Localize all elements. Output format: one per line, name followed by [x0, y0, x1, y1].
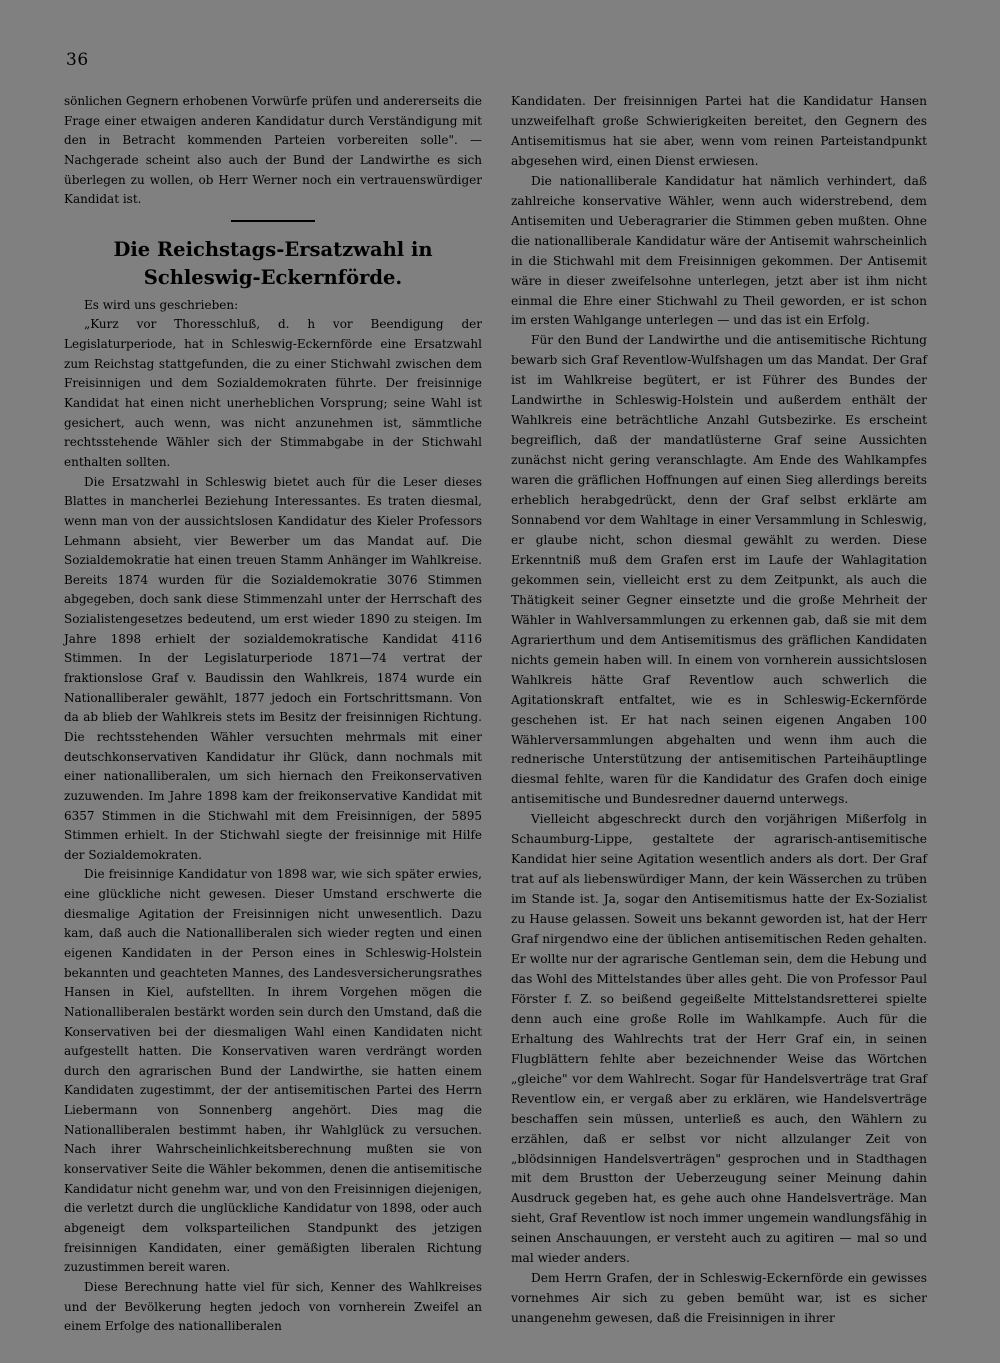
paragraph: Es wird uns geschrieben: — [84, 297, 239, 312]
paragraph: Für den Bund der Landwirthe und die antisemitische Richtung bewarb sich Graf Reventlow-Wulfshagen um das Mandat. Der Graf ist im Wahlkreise begütert, er ist Führer des Bundes der Landwirthe in Schleswig-Holstein und außerdem enthält der Wahlkreis eine beträchtliche Anzahl Gutsbezirke. Es erscheint begreiflich, daß der mandatlüsterne Graf seine Aussichten zunächst nicht gering veranschlagte. Am Ende des Wahlkampfes waren die gräflichen Hoffnungen auf einen Sieg allerdings bereits erheblich herabgedrückt, denn der Graf selbst erklärte am Sonnabend vor dem Wahltage in einer Versammlung in Schleswig, er glaube nicht, schon diesmal gewählt zu werden. Diese Erkenntniß muß dem Grafen erst im Laufe der Wahlagitation gekommen sein, vielleicht erst zu dem Zeitpunkt, als auch die Thätigkeit seiner Gegner einsetzte und die große Mehrheit der Wähler in Wahlversammlungen zu erkennen gab, daß sie mit dem Agrarierthum und dem Antisemitismus des gräflichen Kandidaten nichts gemein haben will. In einem von vornherein aussichtslosen Wahlkreis hätte Graf Reventlow auch schwerlich die Agitationskraft entfaltet, wie es in Schleswig-Eckernförde geschehen ist. Er hat nach seinen eigenen Angaben 100 Wählerversammlungen abgehalten und wenn ihm auch die rednerische Unterstützung der antisemitischen Parteihäuptlinge diesmal fehlte, waren für die Kandidatur des Grafen doch einige antisemitische und Bundesredner dauernd unterwegs. — [511, 333, 927, 807]
left-column — [64, 92, 482, 1337]
paragraph: Kandidaten. Der freisinnigen Partei hat die Kandidatur Hansen unzweifelhaft große Schwierigkeiten bereitet, den Gegnern des Antisemitismus hat sie aber, wenn vom reinen Parteistandpunkt abgesehen wird, einen Dienst erwiesen. — [511, 94, 927, 168]
article-headline: Die Reichstags-Ersatzwahl in Schleswig-Eckernförde. — [113, 237, 433, 289]
paragraph: „Kurz vor Thoresschluß, d. h vor Beendigung der Legislaturperiode, hat in Schleswig-Eckernförde eine Ersatzwahl zum Reichstag stattgefunden, die zu einer Stichwahl zwischen dem Freisinnigen und dem Sozialdemokraten führte. Der freisinnige Kandidat hat einen nicht unerheblichen Vorsprung; seine Wahl ist gesichert, auch wenn, was nicht anzunehmen ist, sämmtliche rechtsstehende Wähler sich der Stimmabgabe in der Stichwahl enthalten sollten. — [64, 317, 482, 469]
right-column — [511, 92, 927, 1329]
paragraph: Die Ersatzwahl in Schleswig bietet auch für die Leser dieses Blattes in mancherlei Beziehung Interessantes. Es traten diesmal, wenn man von der aussichtslosen Kandidatur des Kieler Professors Lehmann absieht, vier Bewerber um das Mandat auf. Die Sozialdemokratie hat einen treuen Stamm Anhänger im Wahlkreise. Bereits 1874 wurden für die Sozialdemokratie 3076 Stimmen abgegeben, doch sank diese Stimmenzahl unter der Herrschaft des Sozialistengesetzes bedeutend, um erst wieder 1890 zu steigen. Im Jahre 1898 erhielt der sozialdemokratische Kandidat 4116 Stimmen. In der Legislaturperiode 1871—74 vertrat der fraktionslose Graf v. Baudissin den Wahlkreis, 1874 wurde ein Nationalliberaler gewählt, 1877 jedoch ein Fortschrittsmann. Von da ab blieb der Wahlkreis stets im Besitz der freisinnigen Richtung. Die rechtsstehenden Wähler versuchten mehrmals mit einer deutschkonservativen Kandidatur ihr Glück, dann nochmals mit einer nationalliberalen, um sich hiernach den Freikonservativen zuzuwenden. Im Jahre 1898 kam der freikonservative Kandidat mit 6357 Stimmen in die Stichwahl mit dem Freisinnigen, der 5895 Stimmen erhielt. In der Stichwahl siegte der freisinnige mit Hilfe der Sozialdemokraten. — [64, 474, 482, 862]
paragraph: Die freisinnige Kandidatur von 1898 war, wie sich später erwies, eine glückliche nicht gewesen. Dieser Umstand erschwerte die diesmalige Agitation der Freisinnigen nicht unwesentlich. Dazu kam, daß auch die Nationalliberalen sich wieder regten und einen eigenen Kandidaten in der Person eines in Schleswig-Holstein bekannten und geachteten Mannes, des Landesversicherungsrathes Hansen in Kiel, aufstellten. In ihrem Vorgehen mögen die Nationalliberalen bestärkt worden sein durch den Umstand, daß die Konservativen bei der diesmaligen Wahl einen Kandidaten nicht aufgestellt hatten. Die Konservativen waren verdrängt worden durch den agrarischen Bund der Landwirthe, sie hatten einem Kandidaten zugestimmt, der der antisemitischen Partei des Herrn Liebermann von Sonnenberg angehört. Dies mag die Nationalliberalen bestimmt haben, ihr Wahlglück zu versuchen. Nach ihrer Wahrscheinlichkeitsberechnung mußten sie von konservativer Seite die Wähler bekommen, denen die antisemitische Kandidatur nicht genehm war, und von den Freisinnigen diejenigen, die verletzt durch die unglückliche Kandidatur von 1898, oder auch abgeneigt dem volksparteilichen Standpunkt des jetzigen freisinnigen Kandidaten, einer gemäßigten liberalen Richtung zuzustimmen bereit waren. — [64, 867, 482, 1275]
paragraph: Diese Berechnung hatte viel für sich, Kenner des Wahlkreises und der Bevölkerung hegten jedoch von vornherein Zweifel an einem Erfolge des nationalliberalen — [64, 1279, 482, 1334]
paragraph: Dem Herrn Grafen, der in Schleswig-Eckernförde ein gewisses vornehmes Air sich zu geben bemüht war, ist es sicher unangenehm gewesen, daß die Freisinnigen in ihrer — [511, 1271, 927, 1326]
paragraph: Vielleicht abgeschreckt durch den vorjährigen Mißerfolg in Schaumburg-Lippe, gestaltete der agrarisch-antisemitische Kandidat hier seine Agitation wesentlich anders als dort. Der Graf trat auf als liebenswürdiger Mann, der kein Wässerchen zu trüben im Stande ist. Ja, sogar den Antisemitismus hatte der Ex-Sozialist zu Hause gelassen. Soweit uns bekannt geworden ist, hat der Herr Graf nirgendwo eine der üblichen antisemitischen Reden gehalten. Er wollte nur der agrarische Gentleman sein, dem die Hebung und das Wohl des Mittelstandes über alles geht. Die von Professor Paul Förster f. Z. so beißend gegeißelte Mittelstandsretterei spielte denn auch eine große Rolle im Wahlkampfe. Auch für die Erhaltung des Wahlrechts trat der Herr Graf ein, in seinen Flugblättern fehlte aber bezeichnender Weise das Wörtchen „gleiche" vor dem Wahlrecht. Sogar für Handelsverträge trat Graf Reventlow ein, er vergaß aber zu erklären, wie Handelsverträge beschaffen sein müssen, unterließ es auch, den Wählern zu erzählen, daß er selbst vor nicht allzulanger Zeit von „blödsinnigen Handelsverträgen" gesprochen und in Stadthagen mit dem Brustton der Ueberzeugung seiner Meinung dahin Ausdruck gegeben hat, es gehe auch ohne Handelsverträge. Man sieht, Graf Reventlow ist noch immer ungemein wandlungsfähig in seinen Anschauungen, er versteht auch zu agitiren — mal so und mal wieder anders. — [511, 812, 927, 1266]
separator-rule — [231, 220, 315, 222]
paragraph: sönlichen Gegnern erhobenen Vorwürfe prüfen und andererseits die Frage einer etwaigen anderen Kandidatur durch Verständigung mit den in Betracht kommenden Parteien vorbereiten solle". — Nachgerade scheint also auch der Bund der Landwirthe es sich überlegen zu wollen, ob Herr Werner noch ein vertrauenswürdiger Kandidat ist. — [64, 94, 482, 207]
paragraph: Die nationalliberale Kandidatur hat nämlich verhindert, daß zahlreiche konservative Wähler, wenn auch widerstrebend, dem Antisemiten und Ueberagrarier die Stimmen geben mußten. Ohne die nationalliberale Kandidatur wäre der Antisemit wahrscheinlich in die Stichwahl mit dem Freisinnigen gekommen. Der Antisemit wäre in dieser zweifelsohne unterlegen, jetzt aber ist ihm nicht einmal die Ehre einer Stichwahl zu Theil geworden, er ist schon im ersten Wahlgange unterlegen — und das ist ein Erfolg. — [511, 173, 927, 328]
page-number: 36 — [66, 50, 89, 70]
